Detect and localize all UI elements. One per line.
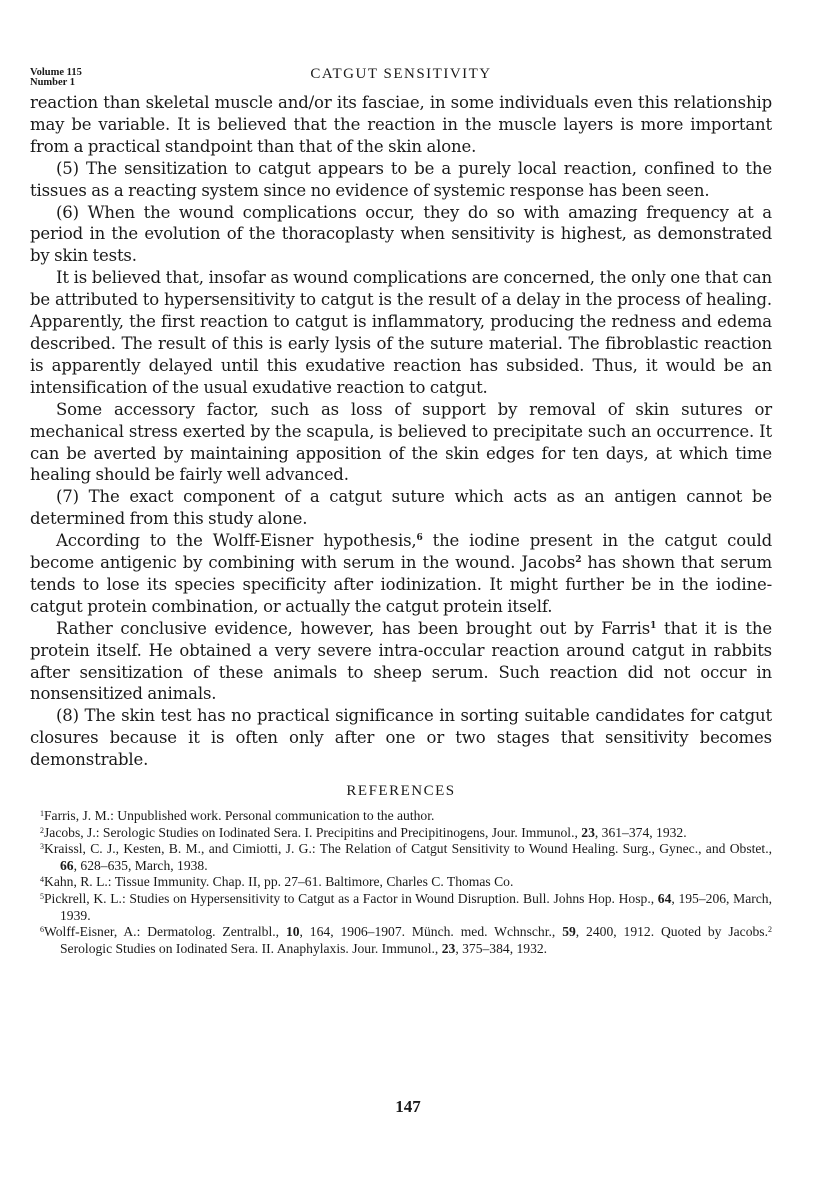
reference-item: $^3$Kraissl, C. J., Kesten, B. M., and Cimiotti, J. G.: The Relation of Catgut Sensitivity to Wound Healing. Surg., Gynec., and Obstet., 66, 628–635, March, 1938. xyxy=(40,841,772,873)
reference-item: $^5$Pickrell, K. L.: Studies on Hypersensitivity to Catgut as a Factor in Wound Disruption. Bull. Johns Hop. Hosp., 64, 195–206, March, 1939. xyxy=(40,891,772,923)
references-list xyxy=(30,808,772,957)
paragraph-accessory-factor: Some accessory factor, such as loss of support by removal of skin sutures or mechanical stress exerted by the scapula, is believed to precipitate such an occurrence. It can be averted by maintaining apposition of the skin edges for ten days, at which time healing should be fairly well advanced. xyxy=(30,399,772,485)
paragraph-point-8: (8) The skin test has no practical significance in sorting suitable candidates for catgut closures because it is often only after one or two stages that sensitivity becomes demonstrable. xyxy=(30,706,772,770)
paragraph-point-5: (5) The sensitization to catgut appears to be a purely local reaction, confined to the tissues as a reacting system since no evidence of systemic response has been seen. xyxy=(30,158,772,200)
number-label: Number 1 xyxy=(30,77,76,88)
citation-6: 6 xyxy=(416,533,423,544)
journal-page xyxy=(30,62,772,957)
reference-item: $^6$Wolff-Eisner, A.: Dermatolog. Zentralbl., 10, 164, 1906–1907. Münch. med. Wchnschr., 59, 2400, 1912. Quoted by Jacobs.$^2$ Serologic Studies on Iodinated Sera. II. Anaphylaxis. Jour. Immunol., 23, 375–384, 1932. xyxy=(40,924,772,956)
running-header xyxy=(30,62,772,92)
page-number: 147 xyxy=(395,1097,421,1116)
article-body xyxy=(30,92,772,771)
paragraph-wolff-eisner: According to the Wolff-Eisner hypothesis,$^6$ the iodine present in the catgut could become antigenic by combining with serum in the wound. Jacobs$^2$ has shown that serum tends to lose its species specificity after iodinization. It might further be in the iodine-catgut protein combination, or actually the catgut protein itself. xyxy=(30,531,772,616)
paragraph-wound-complications: It is believed that, insofar as wound complications are concerned, the only one that can be attributed to hypersensitivity to catgut is the result of a delay in the process of healing. Apparently, the first reaction to catgut is inflammatory, producing the redness and edema described. The result of this is early lysis of the suture material. The fibroblastic reaction is apparently delayed until this exudative reaction has subsided. Thus, it would be an intensification of the usual exudative reaction to catgut. xyxy=(30,268,772,397)
citation-2: 2 xyxy=(575,555,582,566)
paragraph-farris-evidence: Rather conclusive evidence, however, has been brought out by Farris$^1$ that it is the protein itself. He obtained a very severe intra-occular reaction around catgut in rabbits after sensitization of these animals to sheep serum. Such reaction did not occur in nonsensitized animals. xyxy=(30,618,772,704)
reference-item: $^4$Kahn, R. L.: Tissue Immunity. Chap. II, pp. 27–61. Baltimore, Charles C. Thomas Co. xyxy=(40,874,514,890)
reference-item: $^1$Farris, J. M.: Unpublished work. Personal communication to the author. xyxy=(40,808,435,824)
running-title: CATGUT SENSITIVITY xyxy=(310,66,492,82)
paragraph-continuation: reaction than skeletal muscle and/or its fasciae, in some individuals even this relationship may be variable. It is believed that the reaction in the muscle layers is more important from a practical standpoint than that of the skin alone. xyxy=(30,93,772,156)
volume-label: Volume 115 xyxy=(30,67,82,78)
references-heading: REFERENCES xyxy=(346,783,456,800)
reference-item: $^2$Jacobs, J.: Serologic Studies on Iodinated Sera. I. Precipitins and Precipitinogens, Jour. Immunol., 23, 361–374, 1932. xyxy=(40,824,687,840)
citation-1: 1 xyxy=(650,620,657,631)
paragraph-point-6: (6) When the wound complications occur, they do so with amazing frequency at a period in the evolution of the thoracoplasty when sensitivity is highest, as demonstrated by skin tests. xyxy=(30,202,772,266)
paragraph-point-7: (7) The exact component of a catgut suture which acts as an antigen cannot be determined from this study alone. xyxy=(30,487,772,529)
